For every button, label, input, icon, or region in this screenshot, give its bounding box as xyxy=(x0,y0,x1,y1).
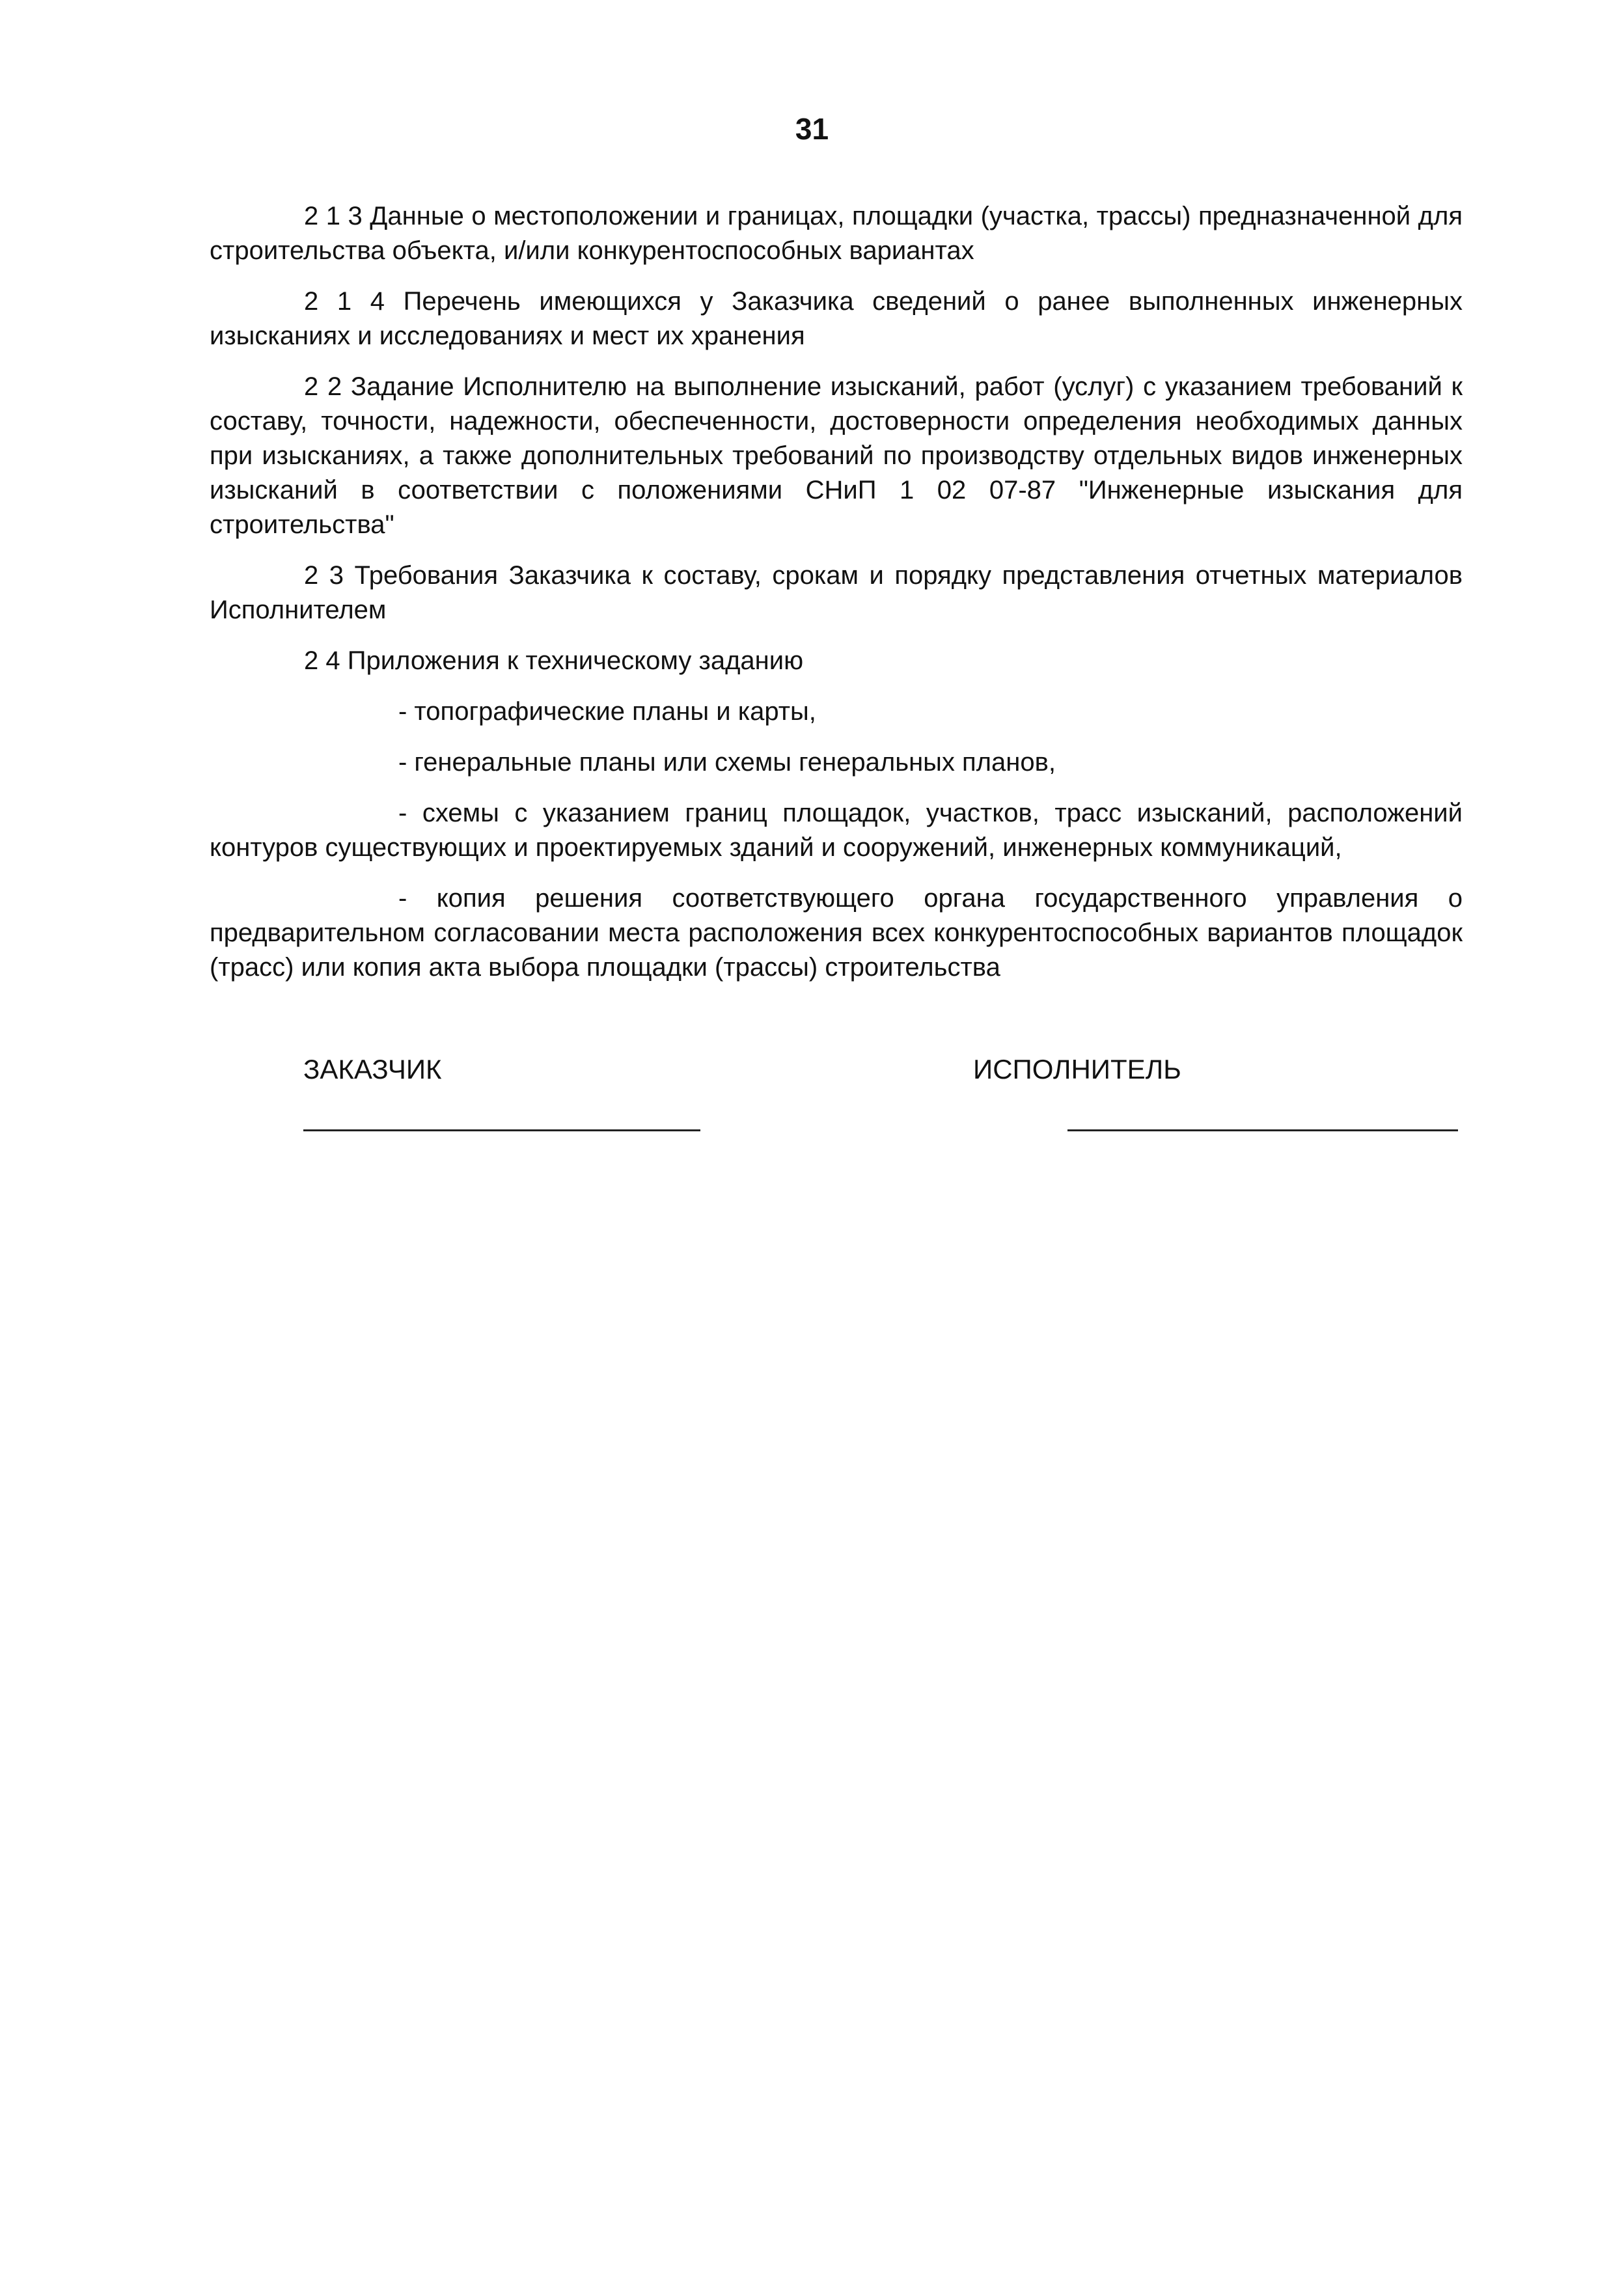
paragraph-2-3: 2 3 Требования Заказчика к составу, срокам и порядку представления отчетных материалов Исполнителем xyxy=(210,561,1463,624)
attachment-item: - топографические планы и карты, xyxy=(398,697,816,726)
page-number: 31 xyxy=(795,112,829,146)
customer-signature-line xyxy=(303,1129,700,1131)
contractor-signature-line xyxy=(1067,1129,1458,1131)
contractor-label: ИСПОЛНИТЕЛЬ xyxy=(973,1054,1181,1084)
attachment-item: - генеральные планы или схемы генеральных планов, xyxy=(398,748,1056,777)
signature-section xyxy=(0,1051,1624,1155)
paragraph-2-4: 2 4 Приложения к техническому заданию xyxy=(304,646,804,675)
document-body xyxy=(210,199,1463,1001)
paragraph-2-1-3: 2 1 3 Данные о местоположении и границах, площадки (участка, трассы) предназначенной для строительства объекта, и/или конкурентоспособных вариантах xyxy=(210,202,1463,265)
paragraph-2-2: 2 2 Задание Исполнителю на выполнение изысканий, работ (услуг) с указанием требований к составу, точности, надежности, обеспеченности, достоверности определения необходимых данных при изысканиях, а также дополнительных требований по производству отдельных видов инженерных изысканий в соответствии с положениями СНиП 1 02 07-87 "Инженерные изыскания для строительства" xyxy=(210,372,1463,539)
customer-label: ЗАКАЗЧИК xyxy=(303,1054,442,1084)
attachment-item: - копия решения соответствующего органа государственного управления о предварительном согласовании места расположения всех конкурентоспособных вариантов площадок (трасс) или копия акта выбора площадки (трассы) строительства xyxy=(210,884,1463,982)
attachment-item: - схемы с указанием границ площадок, участков, трасс изысканий, расположений контуров существующих и проектируемых зданий и сооружений, инженерных коммуникаций, xyxy=(210,799,1463,862)
paragraph-2-1-4: 2 1 4 Перечень имеющихся у Заказчика сведений о ранее выполненных инженерных изысканиях и исследованиях и мест их хранения xyxy=(210,287,1463,350)
